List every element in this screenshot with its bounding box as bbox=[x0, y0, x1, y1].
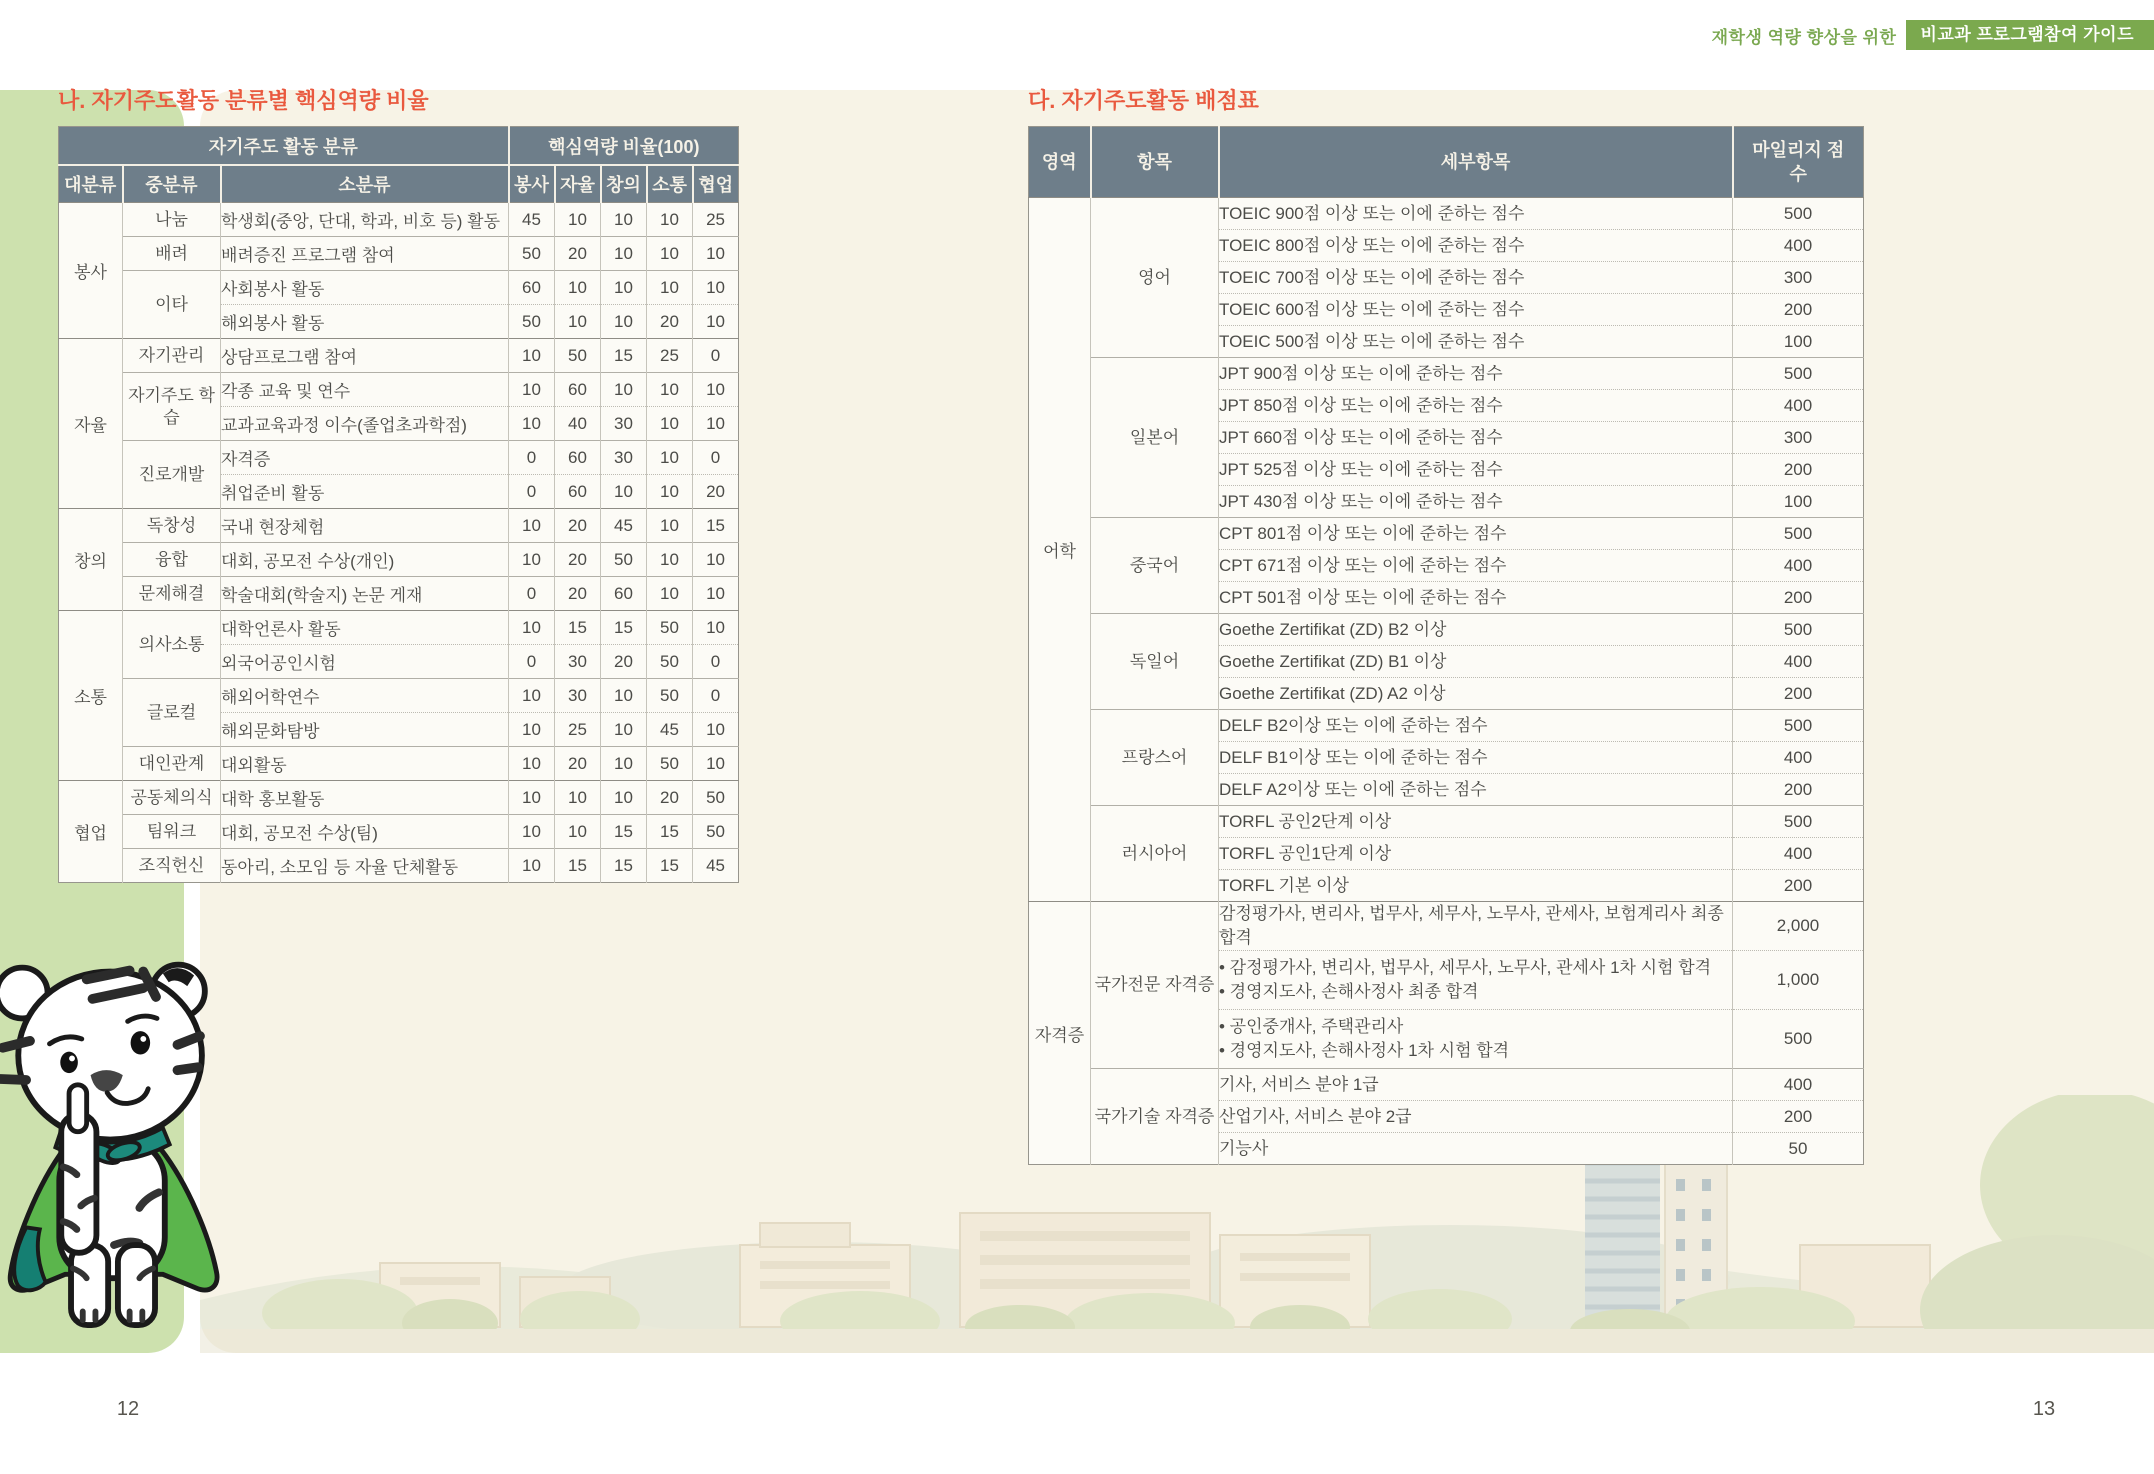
ratio-value-cell: 10 bbox=[509, 713, 555, 747]
ratio-value-cell: 0 bbox=[509, 645, 555, 679]
header-area: 영역 bbox=[1029, 127, 1091, 198]
header-ratio-cooperation: 협업 bbox=[693, 165, 739, 203]
ratio-value-cell: 25 bbox=[693, 203, 739, 237]
table-row bbox=[59, 849, 739, 883]
ratio-value-cell: 10 bbox=[509, 747, 555, 781]
ratio-value-cell: 10 bbox=[555, 271, 601, 305]
ratio-value-cell: 10 bbox=[693, 373, 739, 407]
mid-category-cell: 이타 bbox=[123, 271, 221, 339]
detail-item-line: DELF B1이상 또는 이에 준하는 점수 bbox=[1219, 747, 1488, 767]
activity-ratio-table-body bbox=[59, 203, 739, 883]
ribbon-prefix-text: 재학생 역량 향상을 위한 bbox=[1711, 27, 1897, 47]
detail-item-line: Goethe Zertifikat (ZD) B1 이상 bbox=[1219, 651, 1447, 671]
activity-name-cell: 동아리, 소모임 등 자율 단체활동 bbox=[221, 849, 509, 883]
header-mid-category: 중분류 bbox=[123, 165, 221, 203]
ratio-value-cell: 10 bbox=[601, 305, 647, 339]
ratio-value-cell: 60 bbox=[555, 441, 601, 475]
ratio-value-cell: 20 bbox=[693, 475, 739, 509]
mid-category-cell: 중국어 bbox=[1091, 518, 1219, 614]
ratio-value-cell: 10 bbox=[647, 407, 693, 441]
activity-name-cell: 대외활동 bbox=[221, 747, 509, 781]
ratio-value-cell: 20 bbox=[647, 781, 693, 815]
ratio-value-cell: 10 bbox=[509, 849, 555, 883]
section-competency-ratio bbox=[58, 88, 738, 883]
detail-item-line: TOEIC 800점 이상 또는 이에 준하는 점수 bbox=[1219, 235, 1525, 255]
table-row bbox=[1029, 614, 1864, 646]
mid-category-cell: 일본어 bbox=[1091, 358, 1219, 518]
section-mileage-points bbox=[1028, 88, 1863, 1165]
ratio-value-cell: 10 bbox=[647, 237, 693, 271]
mileage-score-cell: 500 bbox=[1733, 198, 1864, 230]
page-number-right: 13 bbox=[2032, 1398, 2056, 1420]
ratio-value-cell: 10 bbox=[693, 305, 739, 339]
ratio-value-cell: 10 bbox=[693, 611, 739, 645]
ratio-value-cell: 10 bbox=[509, 373, 555, 407]
table-row bbox=[59, 339, 739, 373]
ratio-value-cell: 20 bbox=[555, 237, 601, 271]
detail-item-cell bbox=[1219, 582, 1733, 614]
mileage-score-cell: 1,000 bbox=[1733, 951, 1864, 1010]
header-sub-category: 소분류 bbox=[221, 165, 509, 203]
table-row bbox=[59, 373, 739, 407]
mid-category-cell: 배려 bbox=[123, 237, 221, 271]
mileage-score-cell: 50 bbox=[1733, 1133, 1864, 1165]
detail-item-cell bbox=[1219, 358, 1733, 390]
ratio-value-cell: 15 bbox=[601, 849, 647, 883]
table-row bbox=[1029, 518, 1864, 550]
detail-item-line: TORFL 공인2단계 이상 bbox=[1219, 811, 1392, 831]
ratio-value-cell: 10 bbox=[601, 475, 647, 509]
ratio-value-cell: 10 bbox=[693, 237, 739, 271]
major-category-cell: 봉사 bbox=[59, 203, 123, 339]
mileage-score-cell: 500 bbox=[1733, 806, 1864, 838]
major-category-cell: 자격증 bbox=[1029, 902, 1091, 1165]
detail-item-cell bbox=[1219, 198, 1733, 230]
detail-item-line: 산업기사, 서비스 분야 2급 bbox=[1219, 1106, 1412, 1126]
detail-item-cell bbox=[1219, 614, 1733, 646]
detail-item-line: 기사, 서비스 분야 1급 bbox=[1219, 1074, 1379, 1094]
detail-item-line: TOEIC 700점 이상 또는 이에 준하는 점수 bbox=[1219, 267, 1525, 287]
detail-item-line: DELF B2이상 또는 이에 준하는 점수 bbox=[1219, 715, 1488, 735]
mid-category-cell: 글로컬 bbox=[123, 679, 221, 747]
ratio-value-cell: 20 bbox=[555, 577, 601, 611]
mileage-score-cell: 500 bbox=[1733, 1010, 1864, 1069]
mileage-score-cell: 200 bbox=[1733, 678, 1864, 710]
activity-name-cell: 해외어학연수 bbox=[221, 679, 509, 713]
detail-item-cell bbox=[1219, 422, 1733, 454]
ratio-value-cell: 50 bbox=[647, 611, 693, 645]
detail-item-cell bbox=[1219, 262, 1733, 294]
ratio-value-cell: 10 bbox=[601, 373, 647, 407]
activity-name-cell: 자격증 bbox=[221, 441, 509, 475]
ratio-value-cell: 10 bbox=[601, 237, 647, 271]
table-row bbox=[59, 679, 739, 713]
ratio-value-cell: 50 bbox=[693, 781, 739, 815]
table-row bbox=[59, 441, 739, 475]
table-row bbox=[59, 611, 739, 645]
table-row bbox=[59, 815, 739, 849]
ratio-value-cell: 10 bbox=[601, 271, 647, 305]
ratio-value-cell: 10 bbox=[555, 203, 601, 237]
detail-item-line: TORFL 공인1단계 이상 bbox=[1219, 843, 1392, 863]
ratio-value-cell: 10 bbox=[509, 509, 555, 543]
mid-category-cell: 대인관계 bbox=[123, 747, 221, 781]
detail-item-line: TOEIC 500점 이상 또는 이에 준하는 점수 bbox=[1219, 331, 1525, 351]
detail-item-cell bbox=[1219, 774, 1733, 806]
header-ratio-autonomy: 자율 bbox=[555, 165, 601, 203]
activity-name-cell: 대회, 공모전 수상(개인) bbox=[221, 543, 509, 577]
mileage-score-cell: 400 bbox=[1733, 550, 1864, 582]
activity-name-cell: 외국어공인시험 bbox=[221, 645, 509, 679]
detail-item-line: CPT 671점 이상 또는 이에 준하는 점수 bbox=[1219, 555, 1507, 575]
mileage-score-cell: 500 bbox=[1733, 518, 1864, 550]
activity-ratio-table bbox=[58, 126, 739, 883]
ratio-value-cell: 10 bbox=[647, 441, 693, 475]
table-row bbox=[1029, 1069, 1864, 1101]
ratio-value-cell: 40 bbox=[555, 407, 601, 441]
ratio-value-cell: 10 bbox=[509, 611, 555, 645]
mileage-score-cell: 500 bbox=[1733, 614, 1864, 646]
detail-item-line: TOEIC 900점 이상 또는 이에 준하는 점수 bbox=[1219, 203, 1525, 223]
ribbon-badge-text: 비교과 프로그램참여 가이드 bbox=[1906, 20, 2154, 50]
table-row bbox=[59, 203, 739, 237]
detail-item-line: DELF A2이상 또는 이에 준하는 점수 bbox=[1219, 779, 1487, 799]
detail-item-line: CPT 801점 이상 또는 이에 준하는 점수 bbox=[1219, 523, 1507, 543]
major-category-cell: 어학 bbox=[1029, 198, 1091, 902]
ratio-value-cell: 45 bbox=[647, 713, 693, 747]
ratio-value-cell: 30 bbox=[555, 679, 601, 713]
table-header-row bbox=[59, 165, 739, 203]
mileage-score-cell: 200 bbox=[1733, 582, 1864, 614]
detail-item-line: • 경영지도사, 손해사정사 1차 시험 합격 bbox=[1219, 1041, 1510, 1060]
activity-name-cell: 상담프로그램 참여 bbox=[221, 339, 509, 373]
mileage-score-cell: 100 bbox=[1733, 326, 1864, 358]
mileage-score-cell: 400 bbox=[1733, 838, 1864, 870]
mid-category-cell: 공동체의식 bbox=[123, 781, 221, 815]
table-row bbox=[1029, 358, 1864, 390]
table-row bbox=[59, 271, 739, 305]
ratio-value-cell: 20 bbox=[555, 509, 601, 543]
ratio-value-cell: 15 bbox=[601, 611, 647, 645]
mileage-score-cell: 200 bbox=[1733, 454, 1864, 486]
mileage-score-cell: 100 bbox=[1733, 486, 1864, 518]
ratio-value-cell: 10 bbox=[601, 781, 647, 815]
page-number-left: 12 bbox=[116, 1398, 140, 1420]
mileage-points-table-body bbox=[1029, 198, 1864, 1165]
detail-item-cell bbox=[1219, 294, 1733, 326]
mileage-score-cell: 300 bbox=[1733, 262, 1864, 294]
ratio-value-cell: 10 bbox=[647, 509, 693, 543]
major-category-cell: 자율 bbox=[59, 339, 123, 509]
ratio-value-cell: 60 bbox=[601, 577, 647, 611]
detail-item-line: CPT 501점 이상 또는 이에 준하는 점수 bbox=[1219, 587, 1507, 607]
mileage-score-cell: 200 bbox=[1733, 1101, 1864, 1133]
detail-item-line: JPT 850점 이상 또는 이에 준하는 점수 bbox=[1219, 395, 1503, 415]
mid-category-cell: 진로개발 bbox=[123, 441, 221, 509]
mileage-score-cell: 200 bbox=[1733, 774, 1864, 806]
ratio-value-cell: 10 bbox=[693, 713, 739, 747]
detail-item-cell bbox=[1219, 1010, 1733, 1069]
activity-name-cell: 각종 교육 및 연수 bbox=[221, 373, 509, 407]
detail-item-cell bbox=[1219, 646, 1733, 678]
ratio-value-cell: 10 bbox=[647, 203, 693, 237]
mid-category-cell: 영어 bbox=[1091, 198, 1219, 358]
mileage-score-cell: 200 bbox=[1733, 870, 1864, 902]
ratio-value-cell: 45 bbox=[601, 509, 647, 543]
header-ratio-creativity: 창의 bbox=[601, 165, 647, 203]
ratio-value-cell: 0 bbox=[693, 441, 739, 475]
mileage-score-cell: 400 bbox=[1733, 646, 1864, 678]
detail-item-line: TORFL 기본 이상 bbox=[1219, 875, 1349, 895]
ratio-value-cell: 30 bbox=[601, 441, 647, 475]
mileage-score-cell: 400 bbox=[1733, 742, 1864, 774]
mileage-score-cell: 2,000 bbox=[1733, 902, 1864, 951]
table-row bbox=[59, 781, 739, 815]
table-row bbox=[1029, 806, 1864, 838]
mid-category-cell: 프랑스어 bbox=[1091, 710, 1219, 806]
mid-category-cell: 독창성 bbox=[123, 509, 221, 543]
ratio-value-cell: 10 bbox=[509, 339, 555, 373]
ratio-value-cell: 50 bbox=[509, 305, 555, 339]
mileage-score-cell: 500 bbox=[1733, 710, 1864, 742]
detail-item-cell bbox=[1219, 838, 1733, 870]
detail-item-cell bbox=[1219, 230, 1733, 262]
detail-item-cell bbox=[1219, 870, 1733, 902]
ratio-value-cell: 10 bbox=[693, 577, 739, 611]
ratio-value-cell: 60 bbox=[509, 271, 555, 305]
ratio-value-cell: 20 bbox=[555, 747, 601, 781]
mid-category-cell: 팀워크 bbox=[123, 815, 221, 849]
ratio-value-cell: 25 bbox=[647, 339, 693, 373]
ratio-value-cell: 10 bbox=[693, 407, 739, 441]
header-item: 항목 bbox=[1091, 127, 1219, 198]
ratio-value-cell: 0 bbox=[693, 679, 739, 713]
ratio-value-cell: 50 bbox=[647, 645, 693, 679]
ratio-value-cell: 10 bbox=[647, 475, 693, 509]
detail-item-cell bbox=[1219, 518, 1733, 550]
ratio-value-cell: 50 bbox=[509, 237, 555, 271]
header-ratio-communication: 소통 bbox=[647, 165, 693, 203]
ratio-value-cell: 30 bbox=[601, 407, 647, 441]
detail-item-line: JPT 430점 이상 또는 이에 준하는 점수 bbox=[1219, 491, 1503, 511]
detail-item-cell bbox=[1219, 550, 1733, 582]
ratio-value-cell: 15 bbox=[693, 509, 739, 543]
ratio-value-cell: 10 bbox=[509, 781, 555, 815]
mid-category-cell: 독일어 bbox=[1091, 614, 1219, 710]
table-row bbox=[1029, 198, 1864, 230]
detail-item-line: JPT 660점 이상 또는 이에 준하는 점수 bbox=[1219, 427, 1503, 447]
ratio-value-cell: 0 bbox=[509, 475, 555, 509]
ratio-value-cell: 15 bbox=[601, 815, 647, 849]
detail-item-cell bbox=[1219, 678, 1733, 710]
mid-category-cell: 조직헌신 bbox=[123, 849, 221, 883]
ratio-value-cell: 50 bbox=[601, 543, 647, 577]
table-row bbox=[1029, 902, 1864, 951]
table-row bbox=[1029, 710, 1864, 742]
detail-item-line: TOEIC 600점 이상 또는 이에 준하는 점수 bbox=[1219, 299, 1525, 319]
detail-item-line: Goethe Zertifikat (ZD) A2 이상 bbox=[1219, 683, 1446, 703]
ratio-value-cell: 10 bbox=[601, 679, 647, 713]
activity-name-cell: 해외문화탐방 bbox=[221, 713, 509, 747]
table-row bbox=[59, 577, 739, 611]
mileage-score-cell: 400 bbox=[1733, 390, 1864, 422]
mid-category-cell: 융합 bbox=[123, 543, 221, 577]
table-header-group-row bbox=[59, 127, 739, 166]
detail-item-cell bbox=[1219, 326, 1733, 358]
mileage-score-cell: 500 bbox=[1733, 358, 1864, 390]
activity-name-cell: 학생회(중앙, 단대, 학과, 비호 등) 활동 bbox=[221, 203, 509, 237]
ratio-value-cell: 10 bbox=[693, 271, 739, 305]
activity-name-cell: 국내 현장체험 bbox=[221, 509, 509, 543]
activity-name-cell: 학술대회(학술지) 논문 게재 bbox=[221, 577, 509, 611]
ratio-value-cell: 10 bbox=[601, 203, 647, 237]
ratio-value-cell: 20 bbox=[555, 543, 601, 577]
detail-item-line: • 감정평가사, 변리사, 법무사, 세무사, 노무사, 관세사 1차 시험 합격 bbox=[1219, 958, 1712, 977]
detail-item-cell bbox=[1219, 1101, 1733, 1133]
ratio-value-cell: 10 bbox=[601, 713, 647, 747]
header-mileage-score: 마일리지 점수 bbox=[1733, 127, 1864, 198]
ratio-value-cell: 0 bbox=[693, 339, 739, 373]
major-category-cell: 협업 bbox=[59, 781, 123, 883]
ratio-value-cell: 15 bbox=[555, 849, 601, 883]
activity-name-cell: 대학언론사 활동 bbox=[221, 611, 509, 645]
mid-category-cell: 나눔 bbox=[123, 203, 221, 237]
detail-item-cell bbox=[1219, 902, 1733, 951]
ratio-value-cell: 15 bbox=[601, 339, 647, 373]
mid-category-cell: 의사소통 bbox=[123, 611, 221, 679]
ratio-value-cell: 10 bbox=[693, 543, 739, 577]
table-row bbox=[59, 747, 739, 781]
ratio-value-cell: 10 bbox=[647, 373, 693, 407]
detail-item-cell bbox=[1219, 390, 1733, 422]
ratio-value-cell: 10 bbox=[555, 815, 601, 849]
ratio-value-cell: 50 bbox=[555, 339, 601, 373]
ratio-value-cell: 0 bbox=[693, 645, 739, 679]
activity-name-cell: 해외봉사 활동 bbox=[221, 305, 509, 339]
ratio-value-cell: 10 bbox=[509, 679, 555, 713]
ratio-value-cell: 50 bbox=[647, 679, 693, 713]
activity-name-cell: 교과교육과정 이수(졸업초과학점) bbox=[221, 407, 509, 441]
ratio-value-cell: 10 bbox=[555, 781, 601, 815]
ratio-value-cell: 20 bbox=[601, 645, 647, 679]
activity-name-cell: 배려증진 프로그램 참여 bbox=[221, 237, 509, 271]
detail-item-line: Goethe Zertifikat (ZD) B2 이상 bbox=[1219, 619, 1447, 639]
ratio-value-cell: 15 bbox=[647, 849, 693, 883]
header-major-category: 대분류 bbox=[59, 165, 123, 203]
mid-category-cell: 자기관리 bbox=[123, 339, 221, 373]
table-header-row bbox=[1029, 127, 1864, 198]
mid-category-cell: 러시아어 bbox=[1091, 806, 1219, 902]
table-row bbox=[59, 543, 739, 577]
table-row bbox=[59, 509, 739, 543]
major-category-cell: 소통 bbox=[59, 611, 123, 781]
ratio-value-cell: 10 bbox=[509, 407, 555, 441]
ratio-value-cell: 50 bbox=[647, 747, 693, 781]
detail-item-cell bbox=[1219, 454, 1733, 486]
activity-name-cell: 대학 홍보활동 bbox=[221, 781, 509, 815]
ratio-value-cell: 10 bbox=[601, 747, 647, 781]
mid-category-cell: 자기주도 학습 bbox=[123, 373, 221, 441]
ratio-value-cell: 10 bbox=[555, 305, 601, 339]
section-title-left: 나. 자기주도활동 분류별 핵심역량 비율 bbox=[58, 88, 429, 113]
ratio-value-cell: 10 bbox=[647, 543, 693, 577]
ratio-value-cell: 10 bbox=[693, 747, 739, 781]
ratio-value-cell: 30 bbox=[555, 645, 601, 679]
ratio-value-cell: 0 bbox=[509, 577, 555, 611]
mileage-score-cell: 300 bbox=[1733, 422, 1864, 454]
mileage-score-cell: 400 bbox=[1733, 1069, 1864, 1101]
table-row bbox=[59, 237, 739, 271]
ratio-value-cell: 10 bbox=[509, 815, 555, 849]
header-ribbon bbox=[1712, 20, 2154, 50]
ratio-value-cell: 45 bbox=[693, 849, 739, 883]
mileage-score-cell: 200 bbox=[1733, 294, 1864, 326]
detail-item-line: • 경영지도사, 손해사정사 최종 합격 bbox=[1219, 982, 1479, 1001]
ratio-value-cell: 20 bbox=[647, 305, 693, 339]
activity-name-cell: 대회, 공모전 수상(팀) bbox=[221, 815, 509, 849]
detail-item-cell bbox=[1219, 1069, 1733, 1101]
detail-item-line: JPT 525점 이상 또는 이에 준하는 점수 bbox=[1219, 459, 1503, 479]
detail-item-cell bbox=[1219, 1133, 1733, 1165]
ratio-value-cell: 60 bbox=[555, 373, 601, 407]
detail-item-cell bbox=[1219, 486, 1733, 518]
section-title-right: 다. 자기주도활동 배점표 bbox=[1028, 88, 1259, 113]
ratio-value-cell: 10 bbox=[509, 543, 555, 577]
ratio-value-cell: 10 bbox=[647, 271, 693, 305]
ratio-value-cell: 50 bbox=[693, 815, 739, 849]
ratio-value-cell: 10 bbox=[647, 577, 693, 611]
activity-name-cell: 취업준비 활동 bbox=[221, 475, 509, 509]
detail-item-line: 감정평가사, 변리사, 법무사, 세무사, 노무사, 관세사, 보험계리사 최종 합격 bbox=[1219, 904, 1724, 947]
ratio-value-cell: 25 bbox=[555, 713, 601, 747]
detail-item-cell bbox=[1219, 710, 1733, 742]
activity-name-cell: 사회봉사 활동 bbox=[221, 271, 509, 305]
ratio-value-cell: 45 bbox=[509, 203, 555, 237]
header-competency-ratio: 핵심역량 비율(100) bbox=[509, 127, 739, 166]
header-detail: 세부항목 bbox=[1219, 127, 1733, 198]
mid-category-cell: 국가기술 자격증 bbox=[1091, 1069, 1219, 1165]
detail-item-line: 기능사 bbox=[1219, 1138, 1269, 1158]
ratio-value-cell: 15 bbox=[555, 611, 601, 645]
detail-item-cell bbox=[1219, 806, 1733, 838]
mileage-score-cell: 400 bbox=[1733, 230, 1864, 262]
mid-category-cell: 문제해결 bbox=[123, 577, 221, 611]
ratio-value-cell: 15 bbox=[647, 815, 693, 849]
ratio-value-cell: 60 bbox=[555, 475, 601, 509]
detail-item-line: JPT 900점 이상 또는 이에 준하는 점수 bbox=[1219, 363, 1503, 383]
header-activity-classification: 자기주도 활동 분류 bbox=[59, 127, 509, 166]
detail-item-line: • 공인중개사, 주택관리사 bbox=[1219, 1017, 1404, 1036]
detail-item-cell bbox=[1219, 951, 1733, 1010]
major-category-cell: 창의 bbox=[59, 509, 123, 611]
ratio-value-cell: 0 bbox=[509, 441, 555, 475]
header-ratio-volunteer: 봉사 bbox=[509, 165, 555, 203]
detail-item-cell bbox=[1219, 742, 1733, 774]
mileage-points-table bbox=[1028, 126, 1864, 1165]
mid-category-cell: 국가전문 자격증 bbox=[1091, 902, 1219, 1069]
